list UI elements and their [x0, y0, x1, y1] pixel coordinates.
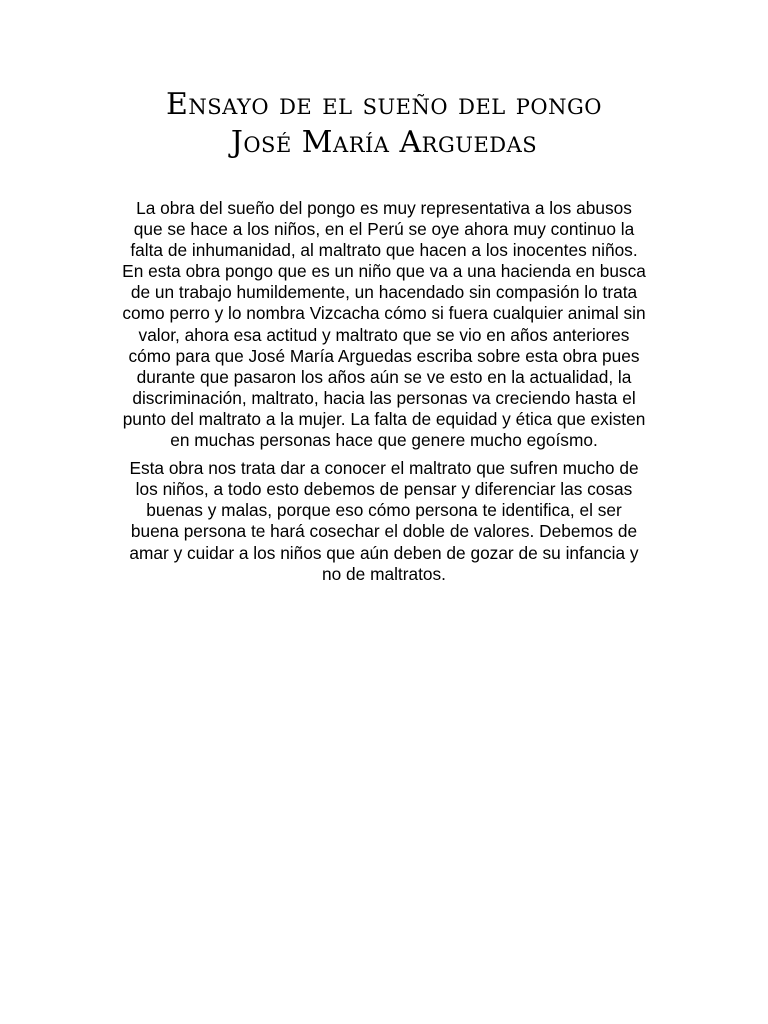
document-body: [106, 198, 662, 592]
document-title: [0, 86, 768, 162]
title-line-essay: Ensayo de el sueño del pongo: [165, 87, 602, 122]
title-line-author: José María Arguedas: [230, 125, 538, 160]
text-line: de un trabajo humildemente, un hacendado sin compasión lo trata: [130, 282, 638, 303]
text-line: que se hace a los niños, en el Perú se oye ahora muy continuo la: [133, 219, 635, 240]
text-line: discriminación, maltrato, hacia las personas va creciendo hasta el: [132, 387, 636, 408]
text-line: amar y cuidar a los niños que aún deben de gozar de su infancia y: [129, 542, 639, 563]
text-line: no de maltratos.: [322, 563, 446, 584]
paragraph-1: [106, 198, 662, 451]
text-line: punto del maltrato a la mujer. La falta de equidad y ética que existen: [122, 408, 646, 429]
paragraph-2: [106, 458, 662, 585]
text-line: La obra del sueño del pongo es muy representativa a los abusos: [136, 198, 632, 218]
text-line: falta de inhumanidad, al maltrato que hacen a los inocentes niños.: [130, 240, 638, 261]
text-line: Esta obra nos trata dar a conocer el maltrato que sufren mucho de: [129, 458, 639, 479]
text-line: buenas y malas, porque eso cómo persona te identifica, el ser: [146, 500, 622, 521]
text-line: cómo para que José María Arguedas escriba sobre esta obra pues: [128, 345, 640, 366]
text-line: buena persona te hará cosechar el doble de valores. Debemos de: [130, 521, 638, 542]
text-line: durante que pasaron los años aún se ve esto en la actualidad, la: [136, 366, 632, 387]
text-line: valor, ahora esa actitud y maltrato que se vio en años anteriores: [138, 324, 630, 345]
text-line: En esta obra pongo que es un niño que va a una hacienda en busca: [122, 261, 646, 282]
text-line: en muchas personas hace que genere mucho egoísmo.: [170, 430, 598, 451]
text-line: los niños, a todo esto debemos de pensar y diferenciar las cosas: [135, 479, 633, 500]
text-line: como perro y lo nombra Vizcacha cómo si fuera cualquier animal sin: [122, 303, 646, 324]
